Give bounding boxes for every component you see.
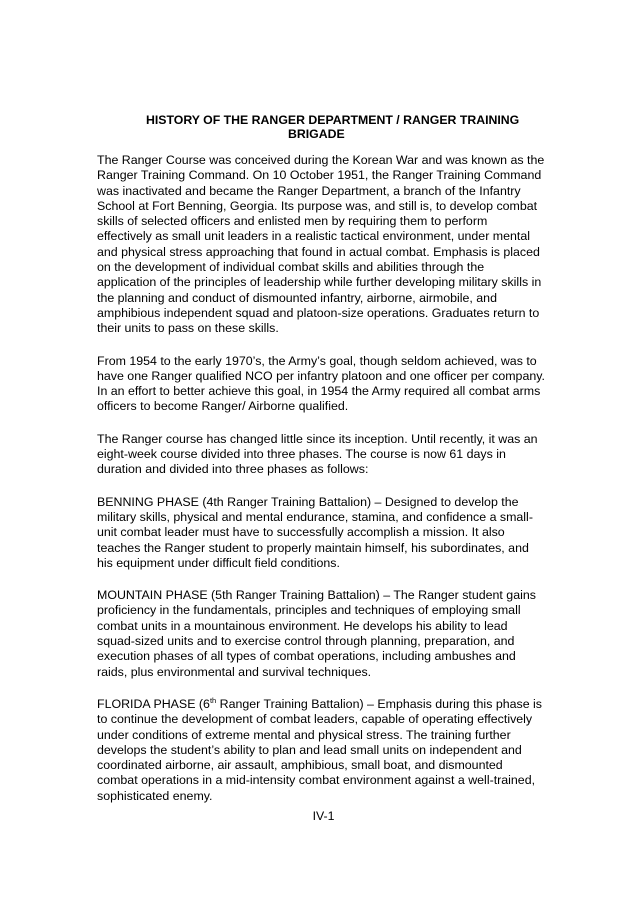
page-footer xyxy=(0,809,635,823)
paragraph-mountain-phase: MOUNTAIN PHASE (5th Ranger Training Battalion) – The Ranger student gains proficiency in the fundamentals, principles and techniques of employing small combat units in a mountainous environment. He develops his ability to lead squad-sized units and to exercise control through planning, preparation, and execution phases of all types of combat operations, including ambushes and raids, plus environmental and survival techniques. xyxy=(97,588,536,679)
paragraph-benning-phase: BENNING PHASE (4th Ranger Training Battalion) – Designed to develop the military skills, physical and mental endurance, stamina, and confidence a small-unit combat leader must have to successfully accomplish a mission. It also teaches the Ranger student to properly maintain himself, his subordinates, and his equipment under difficult field conditions. xyxy=(97,494,533,570)
florida-superscript: th xyxy=(209,695,217,705)
title-line-2: BRIGADE xyxy=(288,127,345,141)
florida-text: Ranger Training Battalion) – Emphasis during this phase is to continue the development of combat leaders, capable of operating effectively under conditions of extreme mental and physical stress. The training further develops the student’s ability to plan and lead small units on independent and coordinated airborne, air assault, amphibious, small boat, and dismounted combat operations in a mid-intensity combat environment against a well-trained, sophisticated enemy. xyxy=(97,696,542,803)
paragraph-florida-phase xyxy=(97,697,545,804)
paragraph-intro: The Ranger Course was conceived during the Korean War and was known as the Ranger Training Command. On 10 October 1951, the Ranger Training Command was inactivated and became the Ranger Department, a branch of the Infantry School at Fort Benning, Georgia. Its purpose was, and still is, to develop combat skills of selected officers and enlisted men by requiring them to perform effectively as small unit leaders in a realistic tactical environment, under mental and physical stress approaching that found in actual combat. Emphasis is placed on the development of individual combat skills and abilities through the application of the principles of leadership while further developing military skills in the planning and conduct of dismounted infantry, airborne, airmobile, and amphibious independent squad and platoon-size operations. Graduates return to their units to pass on these skills. xyxy=(97,153,545,336)
florida-prefix: FLORIDA PHASE (6 xyxy=(97,696,210,711)
page-number: IV-1 xyxy=(312,809,335,823)
paragraph-history: From 1954 to the early 1970’s, the Army’s goal, though seldom achieved, was to have one Ranger qualified NCO per infantry platoon and one officer per company. In an effort to better achieve this goal, in 1954 the Army required all combat arms officers to become Ranger/ Airborne qualified. xyxy=(97,353,545,414)
paragraph-course: The Ranger course has changed little since its inception. Until recently, it was an eight-week course divided into three phases. The course is now 61 days in duration and divided into three phases as follows: xyxy=(97,431,538,477)
page-title xyxy=(146,113,540,141)
title-line-1: HISTORY OF THE RANGER DEPARTMENT / RANGER TRAINING xyxy=(146,113,520,127)
document-body xyxy=(97,153,545,821)
